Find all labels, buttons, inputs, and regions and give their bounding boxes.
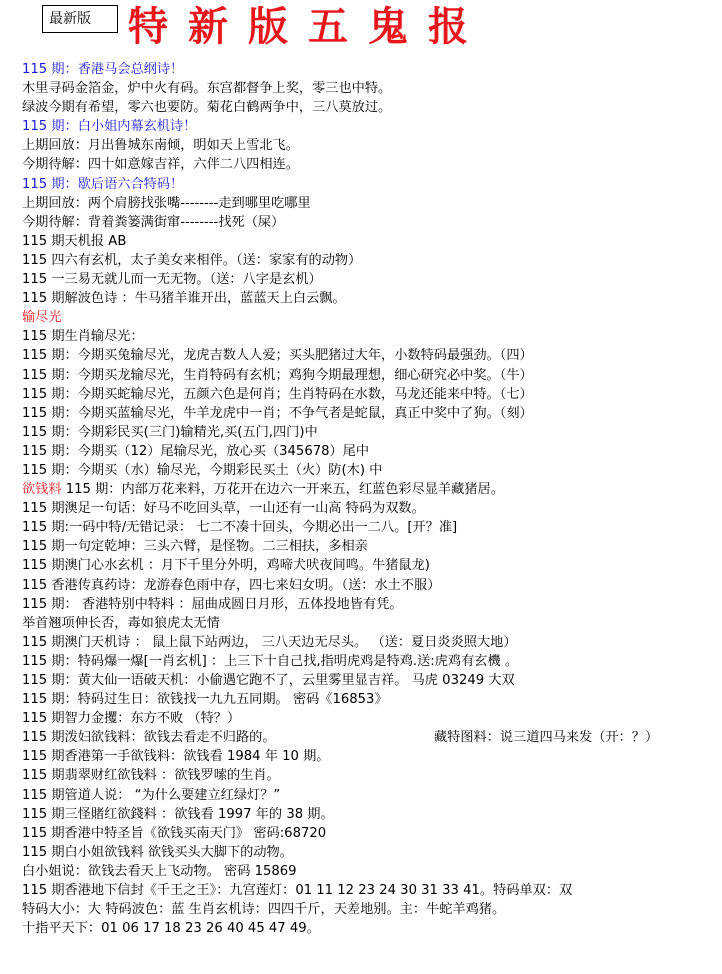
line-text: 115 期一句定乾坤：三头六臂，是怪物。二三相扶，多相亲 <box>22 539 368 555</box>
line-text: 115 期：白小姐内幕玄机诗！ <box>22 119 197 135</box>
text-line <box>22 175 718 194</box>
text-line <box>22 289 718 308</box>
text-line <box>22 232 718 251</box>
text-line <box>22 671 718 690</box>
line-text: 115 期：今期买蛇输尽光，五颜六色是何肖；生肖特码在水数，马龙还能来中特。（七） <box>22 386 533 402</box>
line-text: 115 期:一码中特/无错记录： 七二不凑十回头，今期必出一二八。[开？准] <box>22 520 458 536</box>
line-text: 115 香港传真药诗：龙游春色雨中存，四七来妇女明。（送：水土不服） <box>22 577 441 593</box>
text-line <box>22 843 718 862</box>
text-line <box>22 366 718 385</box>
line-text: 115 期解波色诗 ：牛马猪羊谁开出，蓝蓝天上白云飘。 <box>22 291 346 307</box>
line-text: 木里寻码金箔金，炉中火有码。东宫都督争上奖，零三也中特。 <box>22 81 392 97</box>
text-line <box>22 595 718 614</box>
line-prefix: 欲钱料 <box>22 482 62 498</box>
line-text: 115 期：今期买龙输尽光，生肖特码有玄机；鸡狗今期最理想，细心研究必中奖。（牛） <box>22 367 533 383</box>
line-text: 白小姐说：欲钱去看天上飞动物。 密码 15869 <box>22 863 297 879</box>
text-line <box>22 346 718 365</box>
line-text: 115 期： 香港特别中特料 ：屈曲成圆日月形，五体投地皆有凭。 <box>22 596 403 612</box>
text-line <box>22 308 718 327</box>
text-line <box>22 404 718 423</box>
line-text: 115 期：今期买（水）输尽光，今期彩民买土（火）防(木) 中 <box>22 462 383 478</box>
line-text: 115 期：今期买（12）尾输尽光，放心买（345678）尾中 <box>22 443 370 459</box>
text-line <box>22 480 718 499</box>
text-line <box>22 728 718 747</box>
text-line <box>22 117 718 136</box>
line-text: 十指平天下：01 06 17 18 23 26 40 45 47 49。 <box>22 921 320 937</box>
text-line <box>22 786 718 805</box>
text-line <box>22 79 718 98</box>
line-text: 115 期：歇后语六合特码！ <box>22 176 184 192</box>
line-text: 绿波今期有希望，零六也要防。菊花白鹤两争中，三八莫放过。 <box>22 100 392 116</box>
line-text: 115 期泼妇欲钱料：欲钱去看走不归路的。 <box>22 730 276 746</box>
text-line <box>22 251 718 270</box>
line-text: 115 期：香港马会总纲诗！ <box>22 62 184 77</box>
content-lines <box>22 60 718 938</box>
line-text: 115 四六有玄机，太子美女来相伴。（送：家家有的动物） <box>22 252 362 268</box>
text-line <box>22 385 718 404</box>
text-line <box>22 633 718 652</box>
line-right-text: 藏特图料：说三道四马来发（开：？） <box>434 730 659 746</box>
text-line <box>22 194 718 213</box>
line-text: 今期待解：四十如意嫁吉祥，六伴二八四相连。 <box>22 157 299 173</box>
line-text: 115 期：特码过生日：欲钱找一九九五同期。 密码《16853》 <box>22 692 388 708</box>
line-text: 115 期香港中特圣旨《欲钱买南天门》 密码:68720 <box>22 825 327 841</box>
line-text: 115 期：特码爆一爆[一肖玄机] ：上三下十自己找,指明虎鸡是特鸡.送:虎鸡有玄機 。 <box>22 653 519 669</box>
line-text: 115 一三易无就儿而一无无物。（送：八字是玄机） <box>22 272 322 288</box>
text-line <box>22 900 718 919</box>
line-text: 115 期香港第一手欲钱料：欲钱看 1984 年 10 期。 <box>22 749 330 765</box>
line-text: 115 期：今期买蓝输尽光，牛羊龙虎中一肖；不争气者是蛇鼠，真正中奖中了狗。（刻） <box>22 405 533 421</box>
text-line <box>22 862 718 881</box>
line-text: 今期待解：背着粪篓满街窜--------找死（屎） <box>22 214 285 230</box>
text-line <box>22 327 718 346</box>
line-text: 115 期智力金攫：东方不败 （特？） <box>22 711 241 727</box>
line-text: 115 期三怪賭红欲錢料 ：欲钱看 1997 年的 38 期。 <box>22 806 334 822</box>
line-text: 115 期：内部万花来料，万花开在边六一开来五，红蓝色彩尽显羊藏猪居。 <box>61 482 504 498</box>
text-line <box>22 537 718 556</box>
text-line <box>22 442 718 461</box>
line-text: 115 期翡翠财红欲钱料 ：欲钱罗嗦的生肖。 <box>22 768 280 784</box>
line-text: 115 期白小姐欲钱料 欲钱买头大脚下的动物。 <box>22 844 293 860</box>
text-line <box>22 747 718 766</box>
line-text: 115 期澳足一句话：好马不吃回头草，一山还有一山高 特码为双数。 <box>22 501 425 517</box>
line-text: 特码大小：大 特码波色：蓝 生肖玄机诗：四四千斤，天差地别。主：牛蛇羊鸡猪。 <box>22 902 506 918</box>
text-line <box>22 556 718 575</box>
line-text: 上期回放：两个肩膀找张嘴--------走到哪里吃哪里 <box>22 195 311 211</box>
text-line <box>22 423 718 442</box>
line-text: 115 期香港地下信封《千王之王》：九宫莲灯：01 11 12 23 24 30 31 33 41。特码单双：双 <box>22 883 573 899</box>
text-line <box>22 155 718 174</box>
text-line <box>22 499 718 518</box>
text-line <box>22 690 718 709</box>
line-text: 115 期：今期彩民买(三门)输精光,买(五门,四门)中 <box>22 424 318 440</box>
text-line <box>22 614 718 633</box>
line-text: 115 期：今期买兔输尽光，龙虎吉数人人爱；买头肥猪过大年，小数特码最强劲。（四） <box>22 348 533 364</box>
text-line <box>22 805 718 824</box>
text-line <box>22 136 718 155</box>
line-text: 115 期：黄大仙一语破天机：小偷遇它跑不了，云里雾里显吉祥。 马虎 03249 大双 <box>22 673 515 688</box>
line-text: 115 期生肖输尽光： <box>22 329 144 345</box>
line-text: 举首翘项伸长否，毒如狼虎太无情 <box>22 615 220 631</box>
text-line <box>22 709 718 728</box>
page-title: 特新版五鬼报 <box>128 3 488 50</box>
text-line <box>22 576 718 595</box>
text-line <box>22 213 718 232</box>
text-line <box>22 98 718 117</box>
edition-badge: 最新版 <box>42 5 118 33</box>
text-line <box>22 919 718 938</box>
text-line <box>22 461 718 480</box>
line-text: 上期回放：月出鲁城东南倾，明如天上雪北飞。 <box>22 138 299 154</box>
text-line <box>22 766 718 785</box>
line-text: 115 期天机报 AB <box>22 233 127 249</box>
line-text: 115 期管道人说： “为什么要建立红绿灯？” <box>22 787 281 803</box>
line-text: 输尽光 <box>22 310 62 326</box>
line-text: 115 期澳门天机诗 ： 鼠上鼠下站两边， 三八天边无尽头。 （送：夏日炎炎照大地） <box>22 634 517 650</box>
line-text: 115 期澳门心水玄机 ：月下千里分外明，鸡啼犬吠夜间鸣。牛猪鼠龙) <box>22 558 430 574</box>
text-line <box>22 60 718 79</box>
text-line <box>22 270 718 289</box>
text-line <box>22 518 718 537</box>
text-line <box>22 652 718 671</box>
text-line <box>22 824 718 843</box>
text-line <box>22 881 718 900</box>
